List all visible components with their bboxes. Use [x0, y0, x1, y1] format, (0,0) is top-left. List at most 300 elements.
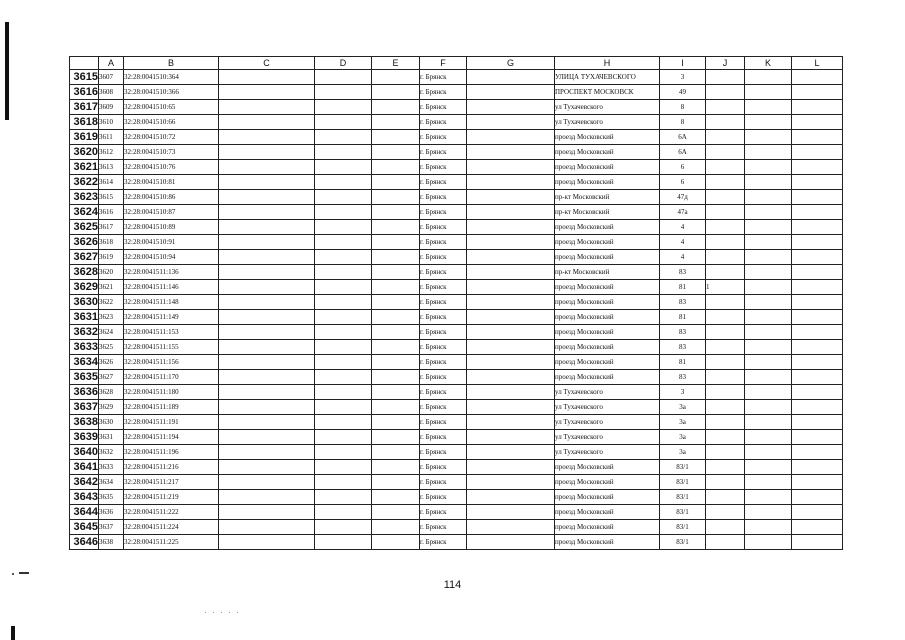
cell-d	[315, 520, 372, 535]
cell-j	[706, 430, 745, 445]
cell-k	[745, 205, 792, 220]
cell-l	[792, 160, 843, 175]
row-number: 3643	[70, 490, 99, 505]
cell-b: 32:28:0041511:217	[124, 475, 219, 490]
corner-cell	[70, 57, 99, 70]
cell-a: 3638	[99, 535, 124, 550]
cell-c	[219, 505, 315, 520]
cell-e	[372, 175, 420, 190]
cell-k	[745, 220, 792, 235]
cell-b: 32:28:0041510:66	[124, 115, 219, 130]
cell-l	[792, 370, 843, 385]
cell-g	[467, 205, 555, 220]
row-number: 3645	[70, 520, 99, 535]
cell-i: 3а	[660, 445, 706, 460]
cell-h: ул Тухачевского	[555, 445, 660, 460]
cell-k	[745, 265, 792, 280]
cell-h: проезд Московский	[555, 235, 660, 250]
cell-l	[792, 460, 843, 475]
cell-g	[467, 100, 555, 115]
cell-b: 32:28:0041510:366	[124, 85, 219, 100]
cell-d	[315, 310, 372, 325]
cell-l	[792, 475, 843, 490]
cell-e	[372, 70, 420, 85]
cell-j	[706, 535, 745, 550]
cell-l	[792, 85, 843, 100]
cell-b: 32:28:0041511:224	[124, 520, 219, 535]
scan-edge-mark-left	[5, 22, 9, 120]
cell-f: г. Брянск	[420, 235, 467, 250]
cell-j	[706, 505, 745, 520]
cell-e	[372, 115, 420, 130]
table-row	[70, 385, 843, 400]
cell-c	[219, 130, 315, 145]
cell-i: 83/1	[660, 490, 706, 505]
cell-l	[792, 115, 843, 130]
table-row	[70, 475, 843, 490]
cell-d	[315, 325, 372, 340]
table-row	[70, 445, 843, 460]
cell-l	[792, 310, 843, 325]
cell-i: 83	[660, 340, 706, 355]
cell-f: г. Брянск	[420, 460, 467, 475]
row-number: 3615	[70, 70, 99, 85]
cell-c	[219, 430, 315, 445]
cell-a: 3617	[99, 220, 124, 235]
cell-k	[745, 160, 792, 175]
table-row	[70, 100, 843, 115]
cell-b: 32:28:0041511:219	[124, 490, 219, 505]
cell-l	[792, 520, 843, 535]
row-number: 3638	[70, 415, 99, 430]
cell-j	[706, 265, 745, 280]
row-number: 3642	[70, 475, 99, 490]
column-header-k: K	[745, 57, 792, 70]
cell-e	[372, 145, 420, 160]
cell-j	[706, 310, 745, 325]
cell-f: г. Брянск	[420, 445, 467, 460]
cell-a: 3625	[99, 340, 124, 355]
row-number: 3630	[70, 295, 99, 310]
cell-d	[315, 250, 372, 265]
cell-k	[745, 475, 792, 490]
cell-e	[372, 85, 420, 100]
cell-h: проезд Московский	[555, 520, 660, 535]
cell-g	[467, 130, 555, 145]
cell-i: 6	[660, 175, 706, 190]
column-header-f: F	[420, 57, 467, 70]
cell-c	[219, 460, 315, 475]
cell-k	[745, 235, 792, 250]
scan-speck	[12, 573, 14, 575]
cell-l	[792, 145, 843, 160]
cell-j	[706, 340, 745, 355]
cell-l	[792, 400, 843, 415]
table-row	[70, 70, 843, 85]
column-header-c: C	[219, 57, 315, 70]
row-number: 3629	[70, 280, 99, 295]
cell-a: 3608	[99, 85, 124, 100]
cell-f: г. Брянск	[420, 265, 467, 280]
cell-f: г. Брянск	[420, 340, 467, 355]
table-row	[70, 175, 843, 190]
cell-b: 32:28:0041510:86	[124, 190, 219, 205]
cell-b: 32:28:0041511:180	[124, 385, 219, 400]
cell-d	[315, 400, 372, 415]
scan-dotted-noise	[205, 612, 245, 613]
cell-f: г. Брянск	[420, 385, 467, 400]
cell-c	[219, 490, 315, 505]
cell-e	[372, 310, 420, 325]
table-row	[70, 250, 843, 265]
cell-e	[372, 160, 420, 175]
cell-h: проезд Московский	[555, 295, 660, 310]
cell-h: проезд Московский	[555, 535, 660, 550]
cell-h: пр-кт Московский	[555, 190, 660, 205]
cell-a: 3624	[99, 325, 124, 340]
cell-e	[372, 400, 420, 415]
row-number: 3634	[70, 355, 99, 370]
cell-k	[745, 175, 792, 190]
row-number: 3628	[70, 265, 99, 280]
cell-a: 3634	[99, 475, 124, 490]
cell-f: г. Брянск	[420, 160, 467, 175]
cell-g	[467, 295, 555, 310]
row-number: 3625	[70, 220, 99, 235]
cell-h: проезд Московский	[555, 145, 660, 160]
cell-k	[745, 130, 792, 145]
cell-a: 3612	[99, 145, 124, 160]
cell-j	[706, 115, 745, 130]
cell-d	[315, 430, 372, 445]
column-header-d: D	[315, 57, 372, 70]
cell-g	[467, 475, 555, 490]
cell-c	[219, 175, 315, 190]
cell-g	[467, 250, 555, 265]
cell-d	[315, 100, 372, 115]
cell-d	[315, 265, 372, 280]
cell-e	[372, 280, 420, 295]
table-row	[70, 490, 843, 505]
cell-e	[372, 460, 420, 475]
cell-h: проезд Московский	[555, 505, 660, 520]
cell-a: 3616	[99, 205, 124, 220]
table-row	[70, 340, 843, 355]
row-number: 3646	[70, 535, 99, 550]
cell-l	[792, 325, 843, 340]
cell-f: г. Брянск	[420, 325, 467, 340]
cell-a: 3635	[99, 490, 124, 505]
cell-j	[706, 70, 745, 85]
cell-l	[792, 490, 843, 505]
cell-b: 32:28:0041511:153	[124, 325, 219, 340]
cell-j	[706, 460, 745, 475]
cell-f: г. Брянск	[420, 370, 467, 385]
cell-g	[467, 460, 555, 475]
page-number: 114	[443, 579, 462, 591]
row-number: 3618	[70, 115, 99, 130]
cell-l	[792, 340, 843, 355]
row-number: 3616	[70, 85, 99, 100]
cell-b: 32:28:0041511:196	[124, 445, 219, 460]
cell-k	[745, 445, 792, 460]
cell-g	[467, 265, 555, 280]
cell-e	[372, 430, 420, 445]
cell-g	[467, 370, 555, 385]
cell-e	[372, 475, 420, 490]
cell-c	[219, 400, 315, 415]
cell-a: 3626	[99, 355, 124, 370]
cell-c	[219, 370, 315, 385]
cell-f: г. Брянск	[420, 415, 467, 430]
cell-i: 83	[660, 370, 706, 385]
cell-i: 6А	[660, 130, 706, 145]
cell-f: г. Брянск	[420, 175, 467, 190]
cell-k	[745, 115, 792, 130]
cell-e	[372, 190, 420, 205]
cell-d	[315, 130, 372, 145]
cell-b: 32:28:0041510:81	[124, 175, 219, 190]
cell-k	[745, 85, 792, 100]
cell-k	[745, 415, 792, 430]
cell-f: г. Брянск	[420, 280, 467, 295]
table-row	[70, 415, 843, 430]
cell-c	[219, 295, 315, 310]
cell-h: проезд Московский	[555, 175, 660, 190]
cell-c	[219, 100, 315, 115]
table-row	[70, 205, 843, 220]
cell-b: 32:28:0041511:155	[124, 340, 219, 355]
cell-k	[745, 340, 792, 355]
cell-c	[219, 340, 315, 355]
cell-c	[219, 325, 315, 340]
cell-b: 32:28:0041511:148	[124, 295, 219, 310]
cell-i: 3а	[660, 400, 706, 415]
cell-i: 49	[660, 85, 706, 100]
cell-i: 83	[660, 295, 706, 310]
column-header-a: A	[99, 57, 124, 70]
cell-b: 32:28:0041510:94	[124, 250, 219, 265]
cell-i: 83/1	[660, 460, 706, 475]
column-header-row	[70, 57, 843, 70]
cell-i: 4	[660, 235, 706, 250]
cell-l	[792, 415, 843, 430]
cell-i: 6А	[660, 145, 706, 160]
cell-d	[315, 145, 372, 160]
cell-k	[745, 430, 792, 445]
cell-d	[315, 460, 372, 475]
cell-h: пр-кт Московский	[555, 265, 660, 280]
cell-j	[706, 190, 745, 205]
cell-a: 3632	[99, 445, 124, 460]
cell-j	[706, 160, 745, 175]
cell-k	[745, 520, 792, 535]
cell-e	[372, 340, 420, 355]
cell-g	[467, 115, 555, 130]
cell-k	[745, 490, 792, 505]
cell-i: 83/1	[660, 505, 706, 520]
cell-k	[745, 295, 792, 310]
cell-f: г. Брянск	[420, 130, 467, 145]
cell-e	[372, 535, 420, 550]
cell-d	[315, 190, 372, 205]
column-header-b: B	[124, 57, 219, 70]
cell-h: проезд Московский	[555, 490, 660, 505]
cell-g	[467, 160, 555, 175]
cell-j	[706, 205, 745, 220]
cell-b: 32:28:0041510:72	[124, 130, 219, 145]
table-row	[70, 355, 843, 370]
cell-d	[315, 175, 372, 190]
row-number: 3644	[70, 505, 99, 520]
cell-f: г. Брянск	[420, 520, 467, 535]
cell-d	[315, 445, 372, 460]
cell-g	[467, 430, 555, 445]
cell-i: 83	[660, 325, 706, 340]
cell-c	[219, 445, 315, 460]
cell-j	[706, 100, 745, 115]
row-number: 3632	[70, 325, 99, 340]
cell-a: 3610	[99, 115, 124, 130]
cell-h: проезд Московский	[555, 280, 660, 295]
row-number: 3633	[70, 340, 99, 355]
cell-g	[467, 310, 555, 325]
cell-j	[706, 445, 745, 460]
cell-f: г. Брянск	[420, 505, 467, 520]
cell-b: 32:28:0041511:156	[124, 355, 219, 370]
cell-h: проезд Московский	[555, 340, 660, 355]
cell-f: г. Брянск	[420, 310, 467, 325]
table-row	[70, 265, 843, 280]
cell-j	[706, 385, 745, 400]
row-number: 3640	[70, 445, 99, 460]
cell-j	[706, 220, 745, 235]
cell-a: 3628	[99, 385, 124, 400]
cell-f: г. Брянск	[420, 190, 467, 205]
cell-l	[792, 295, 843, 310]
cell-j	[706, 250, 745, 265]
cell-j	[706, 325, 745, 340]
cell-l	[792, 355, 843, 370]
cell-b: 32:28:0041511:216	[124, 460, 219, 475]
cell-l	[792, 100, 843, 115]
cell-h: пр-кт Московский	[555, 205, 660, 220]
cell-b: 32:28:0041511:149	[124, 310, 219, 325]
cell-f: г. Брянск	[420, 220, 467, 235]
cell-f: г. Брянск	[420, 535, 467, 550]
cell-g	[467, 355, 555, 370]
scan-edge-mark-bottom	[11, 626, 15, 640]
cell-b: 32:28:0041510:89	[124, 220, 219, 235]
cell-k	[745, 400, 792, 415]
cell-e	[372, 505, 420, 520]
cell-f: г. Брянск	[420, 490, 467, 505]
cell-j	[706, 415, 745, 430]
cell-i: 3	[660, 70, 706, 85]
table-body	[70, 70, 843, 550]
cell-k	[745, 190, 792, 205]
cell-b: 32:28:0041510:87	[124, 205, 219, 220]
cell-a: 3621	[99, 280, 124, 295]
cell-a: 3613	[99, 160, 124, 175]
cell-a: 3623	[99, 310, 124, 325]
cell-k	[745, 250, 792, 265]
column-header-i: I	[660, 57, 706, 70]
cell-d	[315, 340, 372, 355]
cell-f: г. Брянск	[420, 475, 467, 490]
cell-g	[467, 85, 555, 100]
cell-i: 81	[660, 355, 706, 370]
cell-h: проезд Московский	[555, 220, 660, 235]
cell-j	[706, 355, 745, 370]
cell-h: ул Тухачевского	[555, 415, 660, 430]
cell-g	[467, 415, 555, 430]
cell-a: 3629	[99, 400, 124, 415]
row-number: 3627	[70, 250, 99, 265]
table-row	[70, 370, 843, 385]
cell-d	[315, 205, 372, 220]
cell-l	[792, 130, 843, 145]
cell-j	[706, 295, 745, 310]
row-number: 3617	[70, 100, 99, 115]
row-number: 3624	[70, 205, 99, 220]
cell-l	[792, 265, 843, 280]
cell-k	[745, 145, 792, 160]
cell-b: 32:28:0041511:225	[124, 535, 219, 550]
cell-c	[219, 205, 315, 220]
cell-c	[219, 475, 315, 490]
cell-c	[219, 190, 315, 205]
cell-e	[372, 520, 420, 535]
cell-l	[792, 250, 843, 265]
cell-e	[372, 445, 420, 460]
cell-e	[372, 205, 420, 220]
cell-h: проезд Московский	[555, 325, 660, 340]
cell-c	[219, 160, 315, 175]
cell-c	[219, 385, 315, 400]
cell-f: г. Брянск	[420, 85, 467, 100]
cell-h: проезд Московский	[555, 460, 660, 475]
cell-c	[219, 535, 315, 550]
table-row	[70, 520, 843, 535]
cell-c	[219, 250, 315, 265]
cell-g	[467, 340, 555, 355]
cell-d	[315, 355, 372, 370]
row-number: 3620	[70, 145, 99, 160]
cell-j	[706, 490, 745, 505]
table-row	[70, 295, 843, 310]
cell-h: ул Тухачевского	[555, 100, 660, 115]
cell-b: 32:28:0041511:146	[124, 280, 219, 295]
table-row	[70, 190, 843, 205]
cell-h: проезд Московский	[555, 250, 660, 265]
cell-f: г. Брянск	[420, 145, 467, 160]
cell-j	[706, 520, 745, 535]
cell-k	[745, 325, 792, 340]
cell-k	[745, 355, 792, 370]
cell-l	[792, 505, 843, 520]
cell-a: 3620	[99, 265, 124, 280]
cell-c	[219, 265, 315, 280]
cell-h: проезд Московский	[555, 130, 660, 145]
cell-e	[372, 355, 420, 370]
cell-d	[315, 280, 372, 295]
cell-j	[706, 400, 745, 415]
cell-e	[372, 235, 420, 250]
cell-j	[706, 175, 745, 190]
table-row	[70, 505, 843, 520]
cell-i: 4	[660, 250, 706, 265]
